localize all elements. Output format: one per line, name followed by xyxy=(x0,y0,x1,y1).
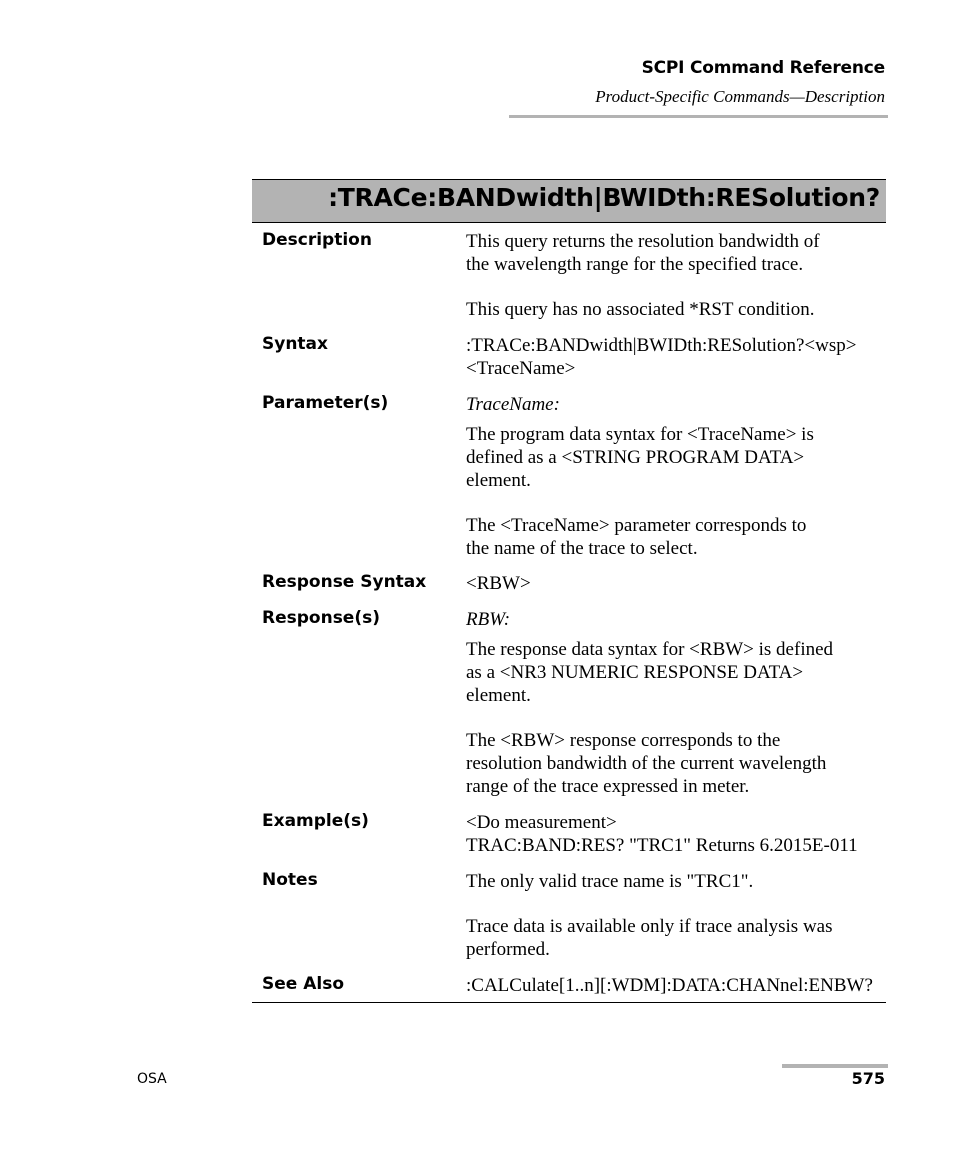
examples-text xyxy=(466,811,886,857)
parameter-name: TraceName: xyxy=(466,394,560,415)
text-line: The only valid trace name is "TRC1". xyxy=(466,871,754,892)
text-line: element. xyxy=(466,470,531,491)
label-examples: Example(s) xyxy=(262,811,369,831)
table-end-rule xyxy=(252,1002,886,1003)
responses-text xyxy=(466,608,886,798)
text-line: The response data syntax for <RBW> is defined xyxy=(466,639,834,660)
label-responses: Response(s) xyxy=(262,608,380,628)
header-rule xyxy=(509,115,888,118)
footer-rule xyxy=(782,1064,888,1068)
text-line: the name of the trace to select. xyxy=(466,538,698,559)
label-see-also: See Also xyxy=(262,974,345,994)
text-line: Trace data is available only if trace analysis was xyxy=(466,916,833,937)
running-header-title: SCPI Command Reference xyxy=(641,58,885,78)
command-title-bar xyxy=(252,179,886,223)
label-response-syntax: Response Syntax xyxy=(262,572,427,592)
response-syntax-text xyxy=(466,572,886,595)
text-line: element. xyxy=(466,685,531,706)
running-header-subtitle: Product-Specific Commands—Description xyxy=(595,87,885,106)
text-line: This query returns the resolution bandwidth of xyxy=(466,231,820,252)
parameters-text xyxy=(466,393,886,560)
syntax-text xyxy=(466,334,886,380)
see-also-text xyxy=(466,974,886,997)
description-text xyxy=(466,230,886,321)
text-line: <RBW> xyxy=(466,573,531,594)
text-line: defined as a <STRING PROGRAM DATA> xyxy=(466,447,805,468)
text-line: The <TraceName> parameter corresponds to xyxy=(466,515,807,536)
text-line: :TRACe:BANDwidth|BWIDth:RESolution?<wsp> xyxy=(466,335,857,356)
text-line: performed. xyxy=(466,939,550,960)
notes-text xyxy=(466,870,886,961)
response-name: RBW: xyxy=(466,609,511,630)
text-line: <Do measurement> xyxy=(466,812,617,833)
text-line: The program data syntax for <TraceName> is xyxy=(466,424,814,445)
see-also-link[interactable]: :CALCulate[1..n][:WDM]:DATA:CHANnel:ENBW? xyxy=(466,975,873,996)
text-line: The <RBW> response corresponds to the xyxy=(466,730,781,751)
label-notes: Notes xyxy=(262,870,318,890)
label-description: Description xyxy=(262,230,372,250)
text-line: as a <NR3 NUMERIC RESPONSE DATA> xyxy=(466,662,804,683)
text-line: range of the trace expressed in meter. xyxy=(466,776,750,797)
text-line: TRAC:BAND:RES? "TRC1" Returns 6.2015E-011 xyxy=(466,835,858,856)
text-line: This query has no associated *RST condition. xyxy=(466,299,815,320)
text-line: <TraceName> xyxy=(466,358,576,379)
footer-product: OSA xyxy=(137,1071,167,1087)
page-number: 575 xyxy=(851,1069,885,1088)
text-line: resolution bandwidth of the current wavelength xyxy=(466,753,827,774)
text-line: the wavelength range for the specified trace. xyxy=(466,254,804,275)
label-syntax: Syntax xyxy=(262,334,328,354)
command-title: :TRACe:BANDwidth|BWIDth:RESolution? xyxy=(328,183,880,212)
label-parameters: Parameter(s) xyxy=(262,393,389,413)
